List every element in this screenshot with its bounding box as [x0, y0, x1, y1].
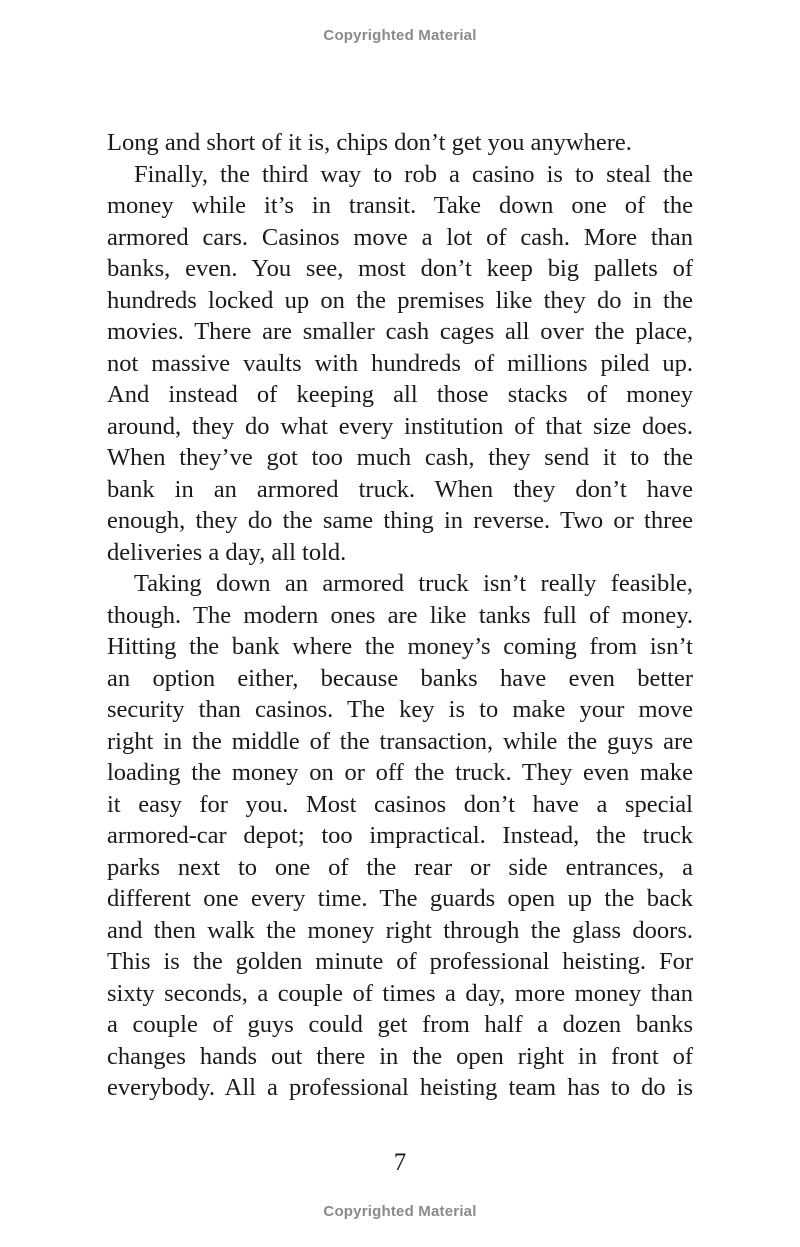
text-line: an option either, because banks have even better: [107, 664, 693, 692]
text-line: it easy for you. Most casinos don’t have a special: [107, 790, 693, 818]
text-line: enough, they do the same thing in reverse. Two or three: [107, 507, 693, 534]
copyright-watermark-bottom: Copyrighted Material: [323, 1203, 477, 1220]
body-text: [107, 127, 693, 1104]
text-line: sixty seconds, a couple of times a day, more money than: [107, 979, 693, 1007]
text-line: Finally, the third way to rob a casino is to steal the: [134, 160, 693, 188]
text-line: money while it’s in transit. Take down one of the: [107, 192, 693, 219]
text-line: though. The modern ones are like tanks full of money.: [107, 601, 693, 629]
text-line: armored cars. Casinos move a lot of cash. More than: [107, 223, 693, 251]
text-line: around, they do what every institution of that size does.: [107, 412, 693, 440]
text-line: and then walk the money right through the glass doors.: [107, 916, 693, 944]
text-line: This is the golden minute of professional heisting. For: [107, 948, 693, 975]
text-line: hundreds locked up on the premises like they do in the: [107, 286, 693, 314]
text-line: parks next to one of the rear or side entrances, a: [107, 853, 693, 881]
text-line: deliveries a day, all told.: [107, 538, 347, 566]
text-line: When they’ve got too much cash, they send it to the: [107, 444, 693, 471]
text-line: everybody. All a professional heisting team has to do is: [107, 1074, 693, 1101]
text-line: banks, even. You see, most don’t keep big pallets of: [107, 255, 693, 282]
copyright-watermark-top: Copyrighted Material: [323, 27, 477, 44]
text-line: different one every time. The guards open up the back: [107, 885, 693, 912]
text-line: Hitting the bank where the money’s coming from isn’t: [107, 633, 693, 660]
text-line: Taking down an armored truck isn’t really feasible,: [134, 570, 693, 597]
page-number: 7: [393, 1149, 407, 1176]
text-line: And instead of keeping all those stacks of money: [107, 381, 693, 408]
text-line: not massive vaults with hundreds of millions piled up.: [107, 349, 693, 377]
text-line: armored-car depot; too impractical. Instead, the truck: [107, 822, 693, 849]
text-line: a couple of guys could get from half a dozen banks: [107, 1011, 693, 1038]
text-line: changes hands out there in the open right in front of: [107, 1042, 693, 1070]
text-line: bank in an armored truck. When they don’t have: [107, 475, 693, 503]
text-line: Long and short of it is, chips don’t get you anywhere.: [107, 129, 632, 156]
text-line: loading the money on or off the truck. They even make: [107, 759, 693, 786]
text-line: right in the middle of the transaction, while the guys are: [107, 727, 693, 755]
text-line: security than casinos. The key is to make your move: [107, 696, 693, 723]
text-line: movies. There are smaller cash cages all over the place,: [107, 318, 693, 345]
